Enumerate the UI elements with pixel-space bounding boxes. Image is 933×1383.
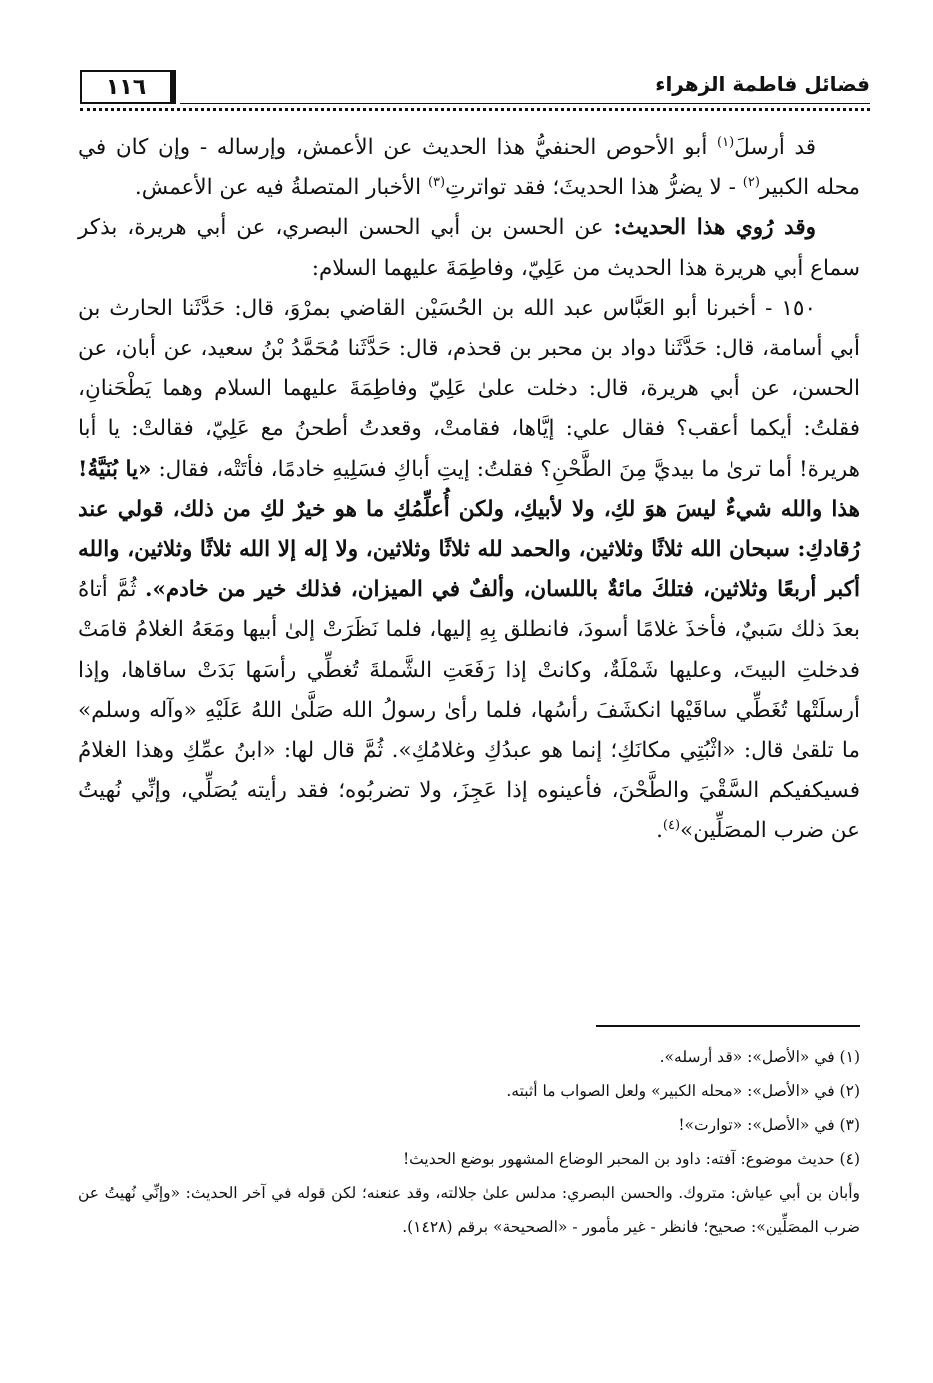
footnote-ref-4: (٤) (662, 818, 681, 834)
footnote-1: (١) في «الأصل»: «قد أرسله». (659, 1048, 860, 1066)
footnote-divider (596, 1025, 860, 1027)
hadith-end: . (656, 818, 663, 844)
hadith-150 (78, 289, 860, 852)
p2-text: عن الحسن بن أبي الحسن البصري، عن أبي هريرة، بذكر سماع أبي هريرة هذا الحديث من عَلِيّ، وفاطِمَةَ عليهما السلام: (78, 215, 860, 281)
footnote-ref-2: (٢) (742, 175, 760, 191)
p2-heading: وقد رُوي هذا الحديث: (613, 215, 816, 241)
page-header (80, 70, 870, 114)
book-title: فضائل فاطمة الزهراء (655, 72, 870, 96)
hadith-intro: ١٥٠ - أخبرنا أبو العَبَّاس عبد الله بن الحُسَيْن القاضي بمرْوَ، قال: حَدَّثَنا الحارث بن أبي أسامة، قال: حَدَّثَنا دواد بن محبر بن قحذم، قال: حَدَّثَنا مُحَمَّدُ بْنُ سعيد، عن أبان، عن الحسن، عن أبي هريرة، قال: دخلت علىٰ عَلِيّ وفاطِمَةَ عليهما السلام وهما يَطْحَنانِ، فقلتُ: أيكما أعقب؟ فقال علي: إيَّاها، فقامتْ، وقعدتُ أطحنُ مع عَلِيّ، فقالتْ: يا أبا هريرة! أما ترىٰ ما بيديَّ مِنَ الطَّحْنِ؟ فقلتُ: إيتِ أباكِ فسَلِيهِ خادمًا، فأتَتْه، فقال: (78, 295, 860, 482)
footnote-ref-3: (٣) (427, 175, 446, 191)
p1-text-d: الأخبار المتصلةُ فيه عن الأعمش. (134, 175, 428, 201)
paragraph-1 (78, 128, 860, 208)
paragraph-2 (78, 208, 860, 288)
p1-text-b: أبو الأحوص الحنفيُّ هذا الحديث عن الأعمش، وإرساله - وإن كان في محله الكبير (78, 135, 860, 201)
header-dotted-divider (80, 108, 870, 111)
footnotes (78, 1040, 860, 1244)
main-text (78, 128, 860, 852)
p1-text-a: قد أرسلَ (734, 135, 816, 160)
p1-text-c: - لا يضرُّ هذا الحديثَ؛ فقد تواترتِ (445, 175, 743, 201)
footnote-4: (٤) حديث موضوع: آفته: داود بن المحبر الوضاع المشهور بوضع الحديث! (402, 1150, 860, 1168)
hadith-quote: «يا بُنَيَّةُ! هذا والله شيءٌ ليسَ هوَ لكِ، ولا لأبيكِ، ولكن أُعلِّمُكِ ما هو خيرٌ لكِ من ذلك، قولي عند رُقادكِ: سبحان الله ثلاثًا وثلاثين، والحمد لله ثلاثًا وثلاثين، ولا إله إلا الله ثلاثًا وثلاثين، والله أكبر أربعًا وثلاثين، فتلكَ مائةٌ باللسان، وألفٌ في الميزان، فذلك خير من خادم». (78, 456, 860, 603)
hadith-rest: ثُمَّ أتاهُ بعدَ ذلك سَبيٌ، فأخذَ غلامًا أسودَ، فانطلق بِهِ إليها، فلما نَظَرَتْ إلىٰ أبيها ومَعَهُ الغلامُ قامَتْ فدخلتِ البيتَ، وعليها شَمْلَةٌ، وكانتْ إذا رَفَعَتِ الشَّملةَ تُغطِّي رأسَها بَدَتْ ساقاها، وإذا أرسلَتْها تُغَطِّي ساقَيْها انكشَفَ رأسُها، فلما رأىٰ رسولُ الله صَلَّىٰ اللهُ عَلَيْهِ «وآله وسلم» ما تلقىٰ قال: «اثْبُتِي مكانَكِ؛ إنما هو عبدُكِ وغلامُكِ». ثُمَّ قال لها: «ابنُ عمِّكِ وهذا الغلامُ فسيكفيكم السَّقْيَ والطَّحْنَ، فأعينوه إذا عَجِزَ، ولا تضربُوه؛ فقد رأيته يُصَلِّي، وإنِّي نُهيتُ عن ضرب المصَلِّين» (78, 577, 860, 844)
footnote-4-continued: وأبان بن أبي عياش: متروك. والحسن البصري: مدلس علىٰ جلالته، وقد عنعنه؛ لكن قوله في آخر الحديث: «وإنِّي نُهيتُ عن ضرب المصَلِّين»: صحيح؛ فانظر - غير مأمور - «الصحيحة» برقم (١٤٢٨). (78, 1184, 860, 1236)
footnote-2: (٢) في «الأصل»: «محله الكبير» ولعل الصواب ما أثبته. (506, 1082, 860, 1100)
header-divider (180, 103, 870, 104)
page-number: ١١٦ (80, 70, 176, 104)
footnote-ref-1: (١) (717, 134, 735, 150)
footnote-3: (٣) في «الأصل»: «توارت»! (678, 1116, 860, 1134)
